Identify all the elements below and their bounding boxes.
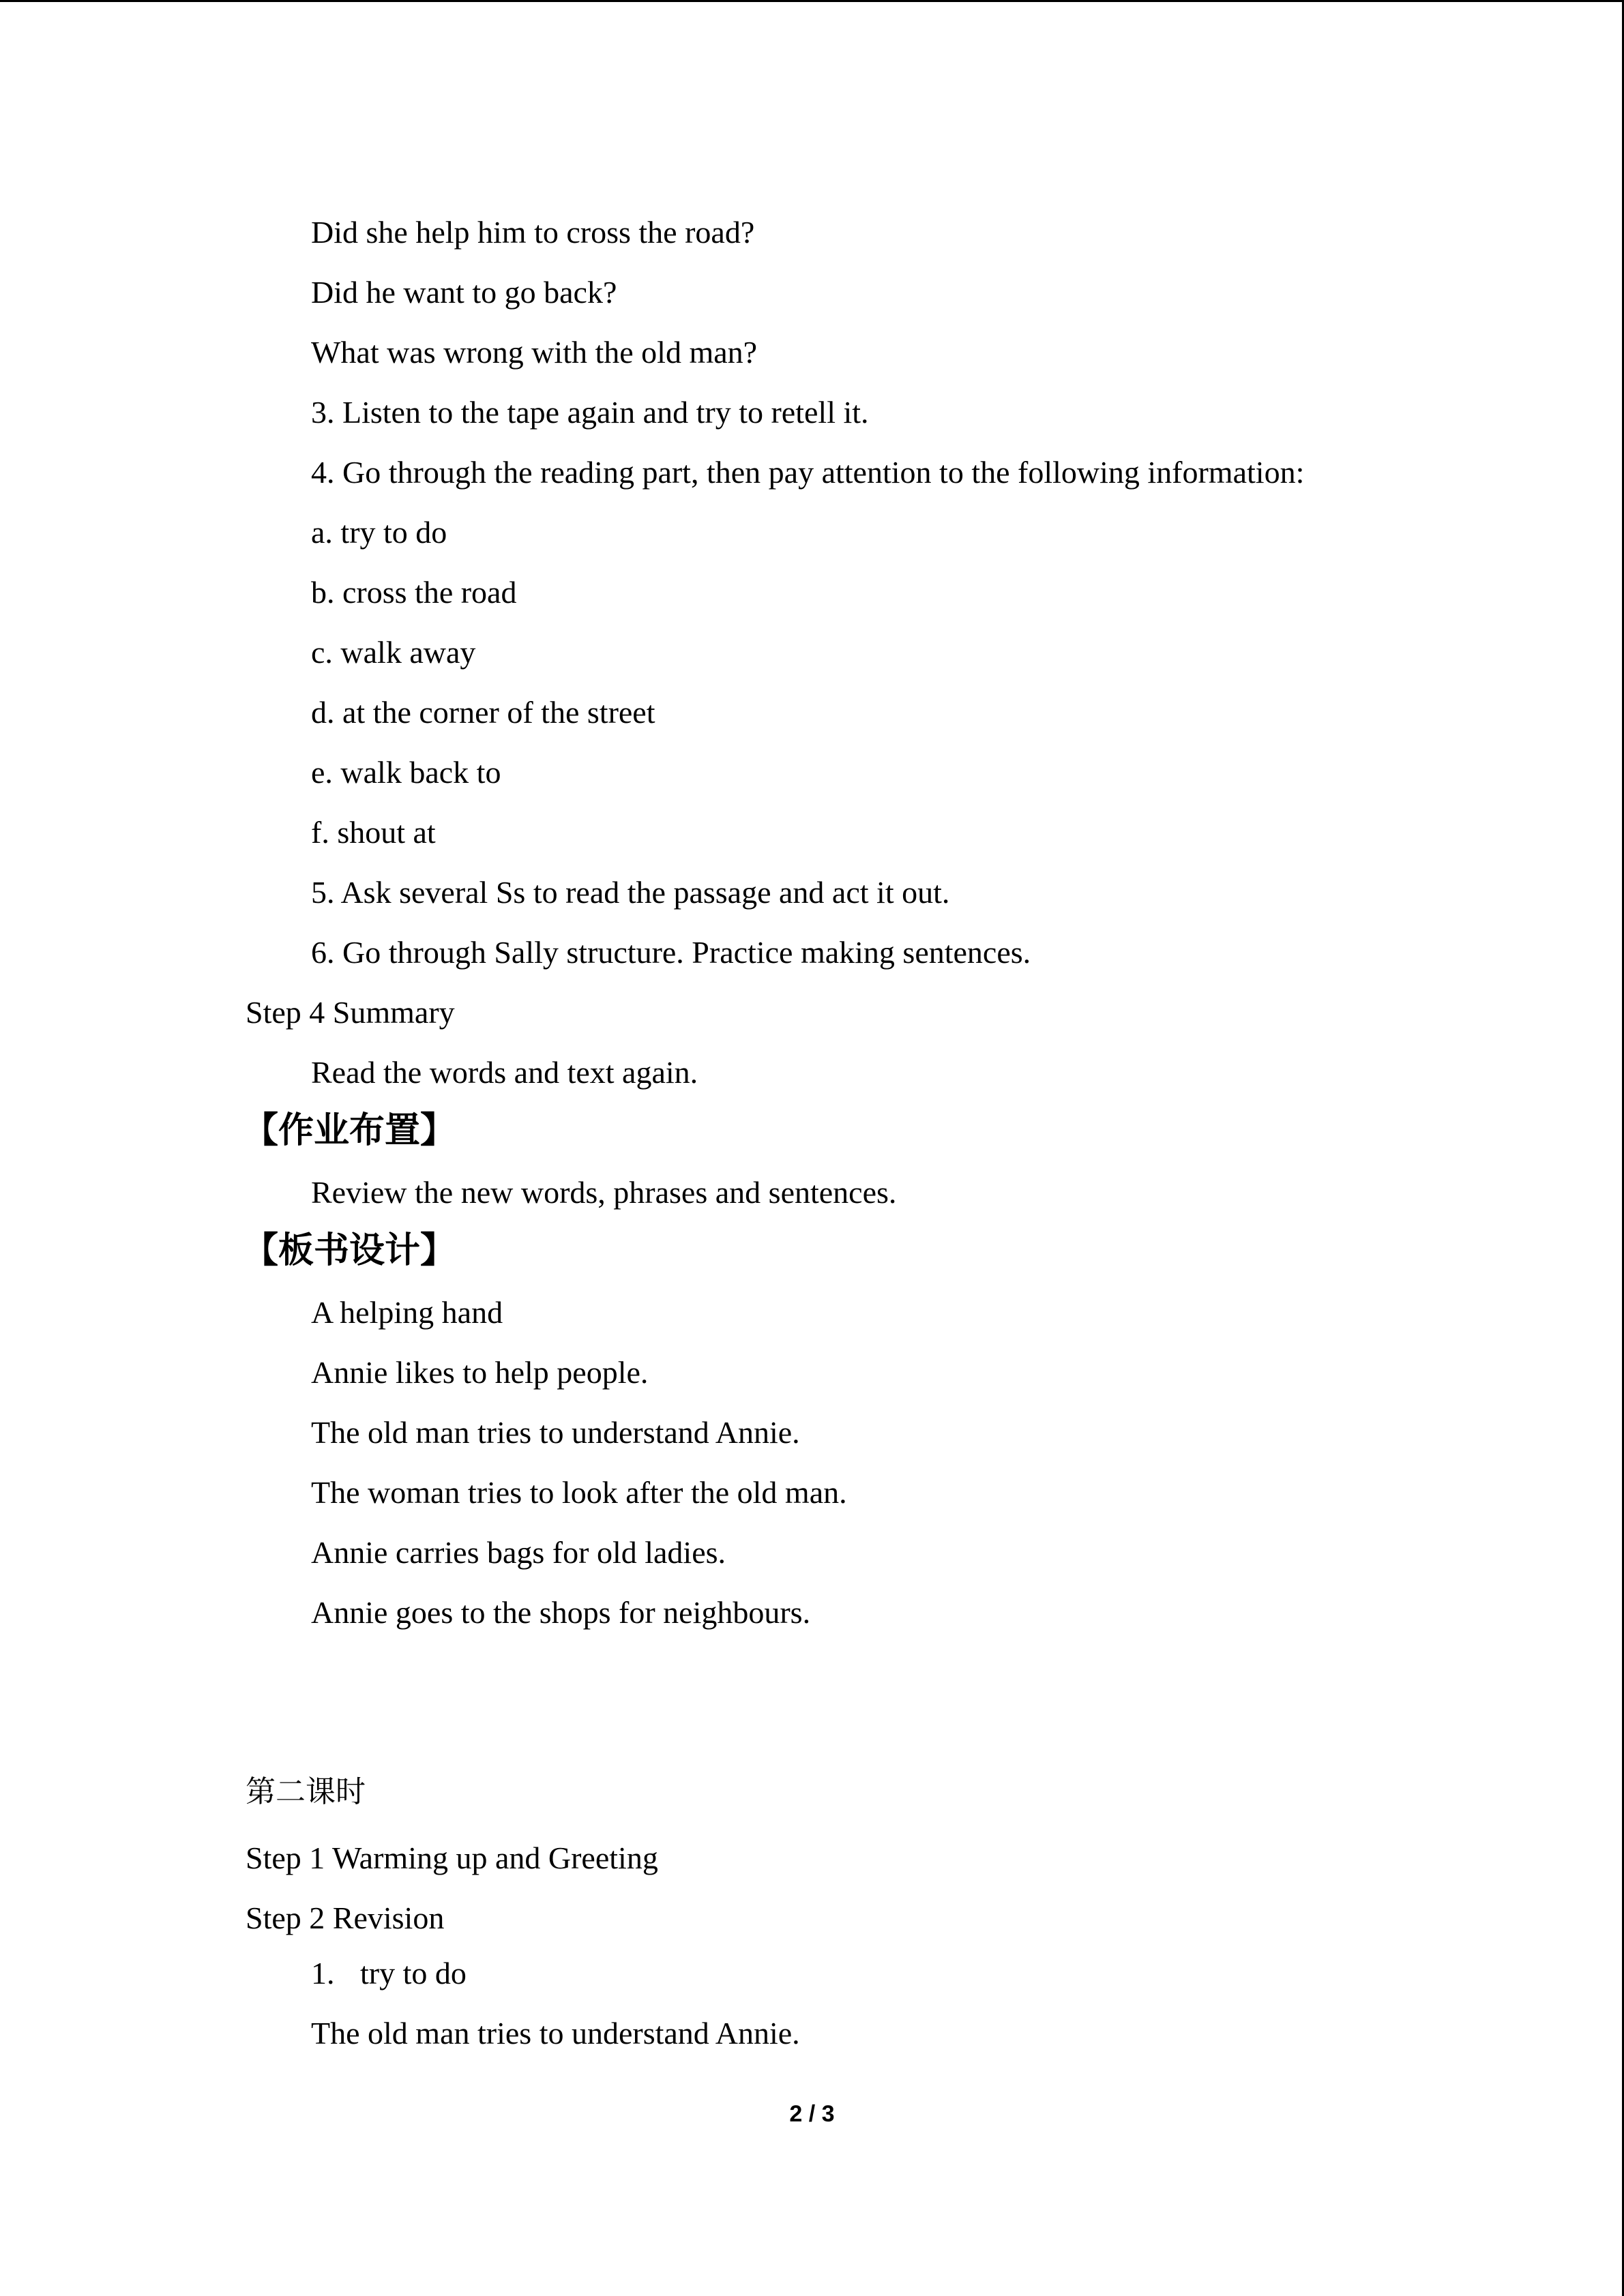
instruction-line: 3. Listen to the tape again and try to retell it. [311,395,869,430]
phrase-item: a. try to do [311,515,447,550]
board-line: Annie likes to help people. [311,1355,649,1390]
instruction-line: 4. Go through the reading part, then pay attention to the following information: [311,455,1305,490]
item-text: try to do [360,1956,467,1991]
phrase-item: b. cross the road [311,575,517,610]
section-heading-board: 【板书设计】 [243,1230,456,1271]
step-text: Read the words and text again. [311,1055,698,1090]
phrase-item: d. at the corner of the street [311,695,655,730]
board-line: A helping hand [311,1295,503,1330]
instruction-line: 5. Ask several Ss to read the passage and act it out. [311,875,950,910]
board-line: Annie carries bags for old ladies. [311,1535,726,1570]
lesson-heading: 第二课时 [246,1774,366,1809]
section-heading-homework: 【作业布置】 [243,1110,456,1151]
step-heading: Step 1 Warming up and Greeting [246,1840,658,1875]
step-heading: Step 4 Summary [246,995,455,1030]
phrase-item: e. walk back to [311,755,501,790]
question-line: Did she help him to cross the road? [311,215,755,250]
page-border-top [0,0,1624,2]
step-heading: Step 2 Revision [246,1900,445,1935]
phrase-item: f. shout at [311,815,436,850]
board-line: The woman tries to look after the old man. [311,1475,847,1510]
revision-item [311,1954,467,1993]
homework-text: Review the new words, phrases and sentences. [311,1175,897,1210]
question-line: What was wrong with the old man? [311,335,758,370]
question-line: Did he want to go back? [311,275,617,310]
board-line: Annie goes to the shops for neighbours. [311,1595,811,1630]
board-line: The old man tries to understand Annie. [311,1415,800,1450]
example-sentence: The old man tries to understand Annie. [311,2016,800,2051]
instruction-line: 6. Go through Sally structure. Practice making sentences. [311,935,1031,970]
phrase-item: c. walk away [311,635,476,670]
page-number: 2 / 3 [789,2101,835,2127]
item-number: 1. [311,1956,335,1991]
